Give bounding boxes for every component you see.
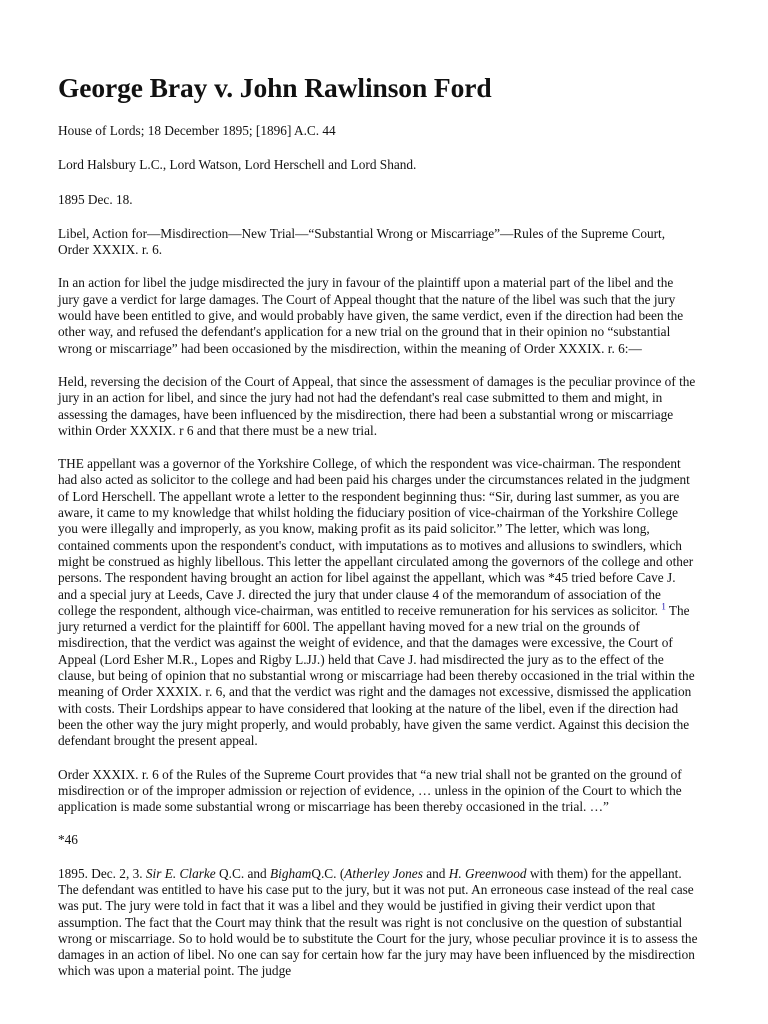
document-page xyxy=(58,70,698,997)
order-rule-paragraph: Order XXXIX. r. 6 of the Rules of the Supreme Court provides that “a new trial shall not be granted on the ground of misdirection or of the improper admission or rejection of evidence, … unless in the opinion of the Court to which the application is made some substantial wrong or miscarriage has been thereby occasioned in the trial. …” xyxy=(58,766,682,815)
argument-text: and xyxy=(422,865,449,881)
counsel-name: Atherley Jones xyxy=(344,865,423,881)
facts-paragraph xyxy=(58,456,698,749)
argument-date: 1895. Dec. 2, 3. xyxy=(58,865,146,881)
facts-text-part1: THE appellant was a governor of the Yorkshire College, of which the respondent was vice-chairman. The respondent had also acted as solicitor to the college and had been paid his charges under the circumstances related in the judgment of Lord Herschell. The appellant wrote a letter to the respondent beginning thus: “Sir, during last summer, as you are aware, it came to my knowledge that whilst holding the fiduciary position of vice-chairman of the Yorkshire College you were illegally and improperly, as you know, making profit as its paid solicitor.” The letter, which was long, contained comments upon the respondent's conduct, with imputations as to motives and allusions to swindlers, which might be construed as highly libellous. This letter the appellant circulated among the governors of the college and other persons. The respondent having brought an action for libel against the appellant, which was *45 tried before Cave J. and a special jury at Leeds, Cave J. directed the jury that under clause 4 of the memorandum of association of the college the respondent, although vice-chairman, was entitled to receive remuneration for his services as solicitor. xyxy=(58,456,694,618)
facts-text-part2: The jury returned a verdict for the plaintiff for 600l. The appellant having moved for a new trial on the grounds of misdirection, that the verdict was against the weight of evidence, and that the damages were excessive, the Court of Appeal (Lord Esher M.R., Lopes and Rigby L.JJ.) held that Cave J. had misdirected the jury as to the effect of the clause, but being of opinion that no substantial wrong or miscarriage had been thereby occasioned in the trial within the meaning of Order XXXIX. r. 6, and that the verdict was right and the damages not excessive, dismissed the application with costs. Their Lordships appear to have considered that looking at the nature of the libel, even if the direction had been the other way the jury might properly, and would probably, have given the same verdict. Against this decision the defendant brought the present appeal. xyxy=(58,602,695,749)
case-date: 1895 Dec. 18. xyxy=(58,191,133,207)
argument-paragraph xyxy=(58,866,698,980)
case-citation: House of Lords; 18 December 1895; [1896] A.C. 44 xyxy=(58,123,336,138)
argument-text: Q.C. ( xyxy=(311,865,345,881)
headnote-summary: In an action for libel the judge misdirected the jury in favour of the plaintiff upon a material part of the libel and the jury gave a verdict for large damages. The Court of Appeal thought that the nature of the libel was such that the jury would have been entitled to give, and would probably have given, the same verdict, even if the direction had been the other way, and refused the defendant's application for a new trial on the ground that in their opinion no “substantial wrong or miscarriage” had been occasioned by the misdirection, within the meaning of Order XXXIX. r. 6:— xyxy=(58,275,684,356)
counsel-name: Sir E. Clarke xyxy=(145,865,216,881)
case-title: George Bray v. John Rawlinson Ford xyxy=(58,72,492,103)
catchwords: Libel, Action for—Misdirection—New Trial—“Substantial Wrong or Miscarriage”—Rules of the Supreme Court, Order XXXIX. r. 6. xyxy=(58,225,666,258)
footnote-link[interactable]: 1 xyxy=(661,601,666,612)
counsel-name: H. Greenwood xyxy=(448,865,527,881)
counsel-name: Bigham xyxy=(270,865,312,881)
argument-text: Q.C. and xyxy=(215,865,270,881)
headnote-held: Held, reversing the decision of the Court of Appeal, that since the assessment of damages is the peculiar province of the jury in an action for libel, and since the jury had not had the defendant's real case submitted to them and might, in assessing the damages, have been influenced by the misdirection, there had been a substantial wrong or miscarriage within Order XXXIX. r 6 and that there must be a new trial. xyxy=(58,373,696,438)
argument-text: with them) for the appellant. The defendant was entitled to have his case put to the jury, but it was not put. An erroneous case instead of the real case was put. The jury were told in fact that it was a libel and they would be justified in giving their verdict upon that assumption. The fact that the Court may think that the result was right is not conclusive on the question of substantial wrong or miscarriage. So to hold would be to substitute the Court for the jury, whose peculiar province it is to assess the damages in an action of libel. No one can say for certain how far the jury may have been influenced by the misdirection which was upon a material point. The judge xyxy=(58,865,698,979)
case-judges: Lord Halsbury L.C., Lord Watson, Lord Herschell and Lord Shand. xyxy=(58,157,417,173)
page-marker: *46 xyxy=(58,832,78,848)
